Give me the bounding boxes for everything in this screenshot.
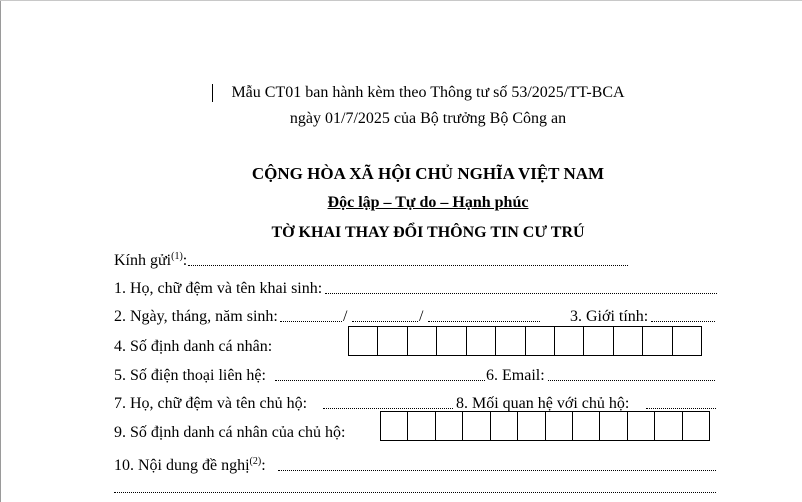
household-id-digit-box[interactable] [436,412,463,440]
kinh-gui-note: (1) [171,251,183,262]
national-motto-wrap [200,194,656,212]
noi-dung-input[interactable] [278,470,716,471]
ho-ten-chu-ho-label: 7. Họ, chữ đệm và tên chủ hộ: [114,395,308,412]
so-dinh-danh-chu-ho-label: 9. Số định danh cá nhân của chủ hộ: [114,424,346,441]
household-id-digit-box[interactable] [655,412,682,440]
page-top-edge [0,0,802,1]
id-digit-box[interactable] [378,327,407,355]
national-motto: Độc lập – Tự do – Hạnh phúc [327,194,529,211]
so-dinh-danh-chu-ho-boxes[interactable] [380,411,710,441]
so-dinh-danh-boxes[interactable] [348,326,702,356]
nam-input[interactable] [428,321,540,322]
noi-dung-text: 10. Nội dung đề nghị [114,457,250,474]
ho-ten-chu-ho-input[interactable] [323,408,453,409]
noi-dung-label [114,457,266,475]
noi-dung-note: (2) [249,456,262,467]
id-digit-box[interactable] [555,327,584,355]
gioi-tinh-label: 3. Giới tính: [570,308,649,325]
household-id-digit-box[interactable] [546,412,573,440]
household-id-digit-box[interactable] [600,412,627,440]
id-digit-box[interactable] [614,327,643,355]
id-digit-box[interactable] [673,327,701,355]
household-id-digit-box[interactable] [381,412,408,440]
noi-dung-colon: : [261,457,266,474]
id-digit-box[interactable] [584,327,613,355]
id-digit-box[interactable] [526,327,555,355]
form-reference-line-2: ngày 01/7/2025 của Bộ trưởng Bộ Công an [289,110,567,127]
form-reference-line-1: Mẫu CT01 ban hành kèm theo Thông tư số 53/2025/TT-BCA [231,84,625,101]
ho-ten-input[interactable] [325,293,717,294]
household-id-digit-box[interactable] [463,412,490,440]
national-title: CỘNG HÒA XÃ HỘI CHỦ NGHĨA VIỆT NAM [251,164,605,183]
date-slash-1: / [343,308,348,325]
page-left-edge [0,0,1,502]
id-digit-box[interactable] [437,327,466,355]
id-digit-box[interactable] [408,327,437,355]
ho-ten-label: 1. Họ, chữ đệm và tên khai sinh: [114,280,323,297]
so-dien-thoai-label: 5. Số điện thoại liên hệ: [114,367,266,384]
id-digit-box[interactable] [496,327,525,355]
text-cursor [212,84,213,102]
email-input[interactable] [548,380,715,381]
kinh-gui-text: Kính gửi [114,252,172,269]
email-label: 6. Email: [486,367,545,384]
household-id-digit-box[interactable] [573,412,600,440]
ngay-input[interactable] [280,321,342,322]
household-id-digit-box[interactable] [628,412,655,440]
household-id-digit-box[interactable] [491,412,518,440]
household-id-digit-box[interactable] [408,412,435,440]
kinh-gui-label: Kính gửi$^{(1)}$: [114,251,188,269]
form-title: TỜ KHAI THAY ĐỔI THÔNG TIN CƯ TRÚ [271,224,585,241]
ngay-sinh-label: 2. Ngày, tháng, năm sinh: [114,308,278,325]
id-digit-box[interactable] [349,327,378,355]
household-id-digit-box[interactable] [683,412,709,440]
gioi-tinh-input[interactable] [651,321,715,322]
so-dinh-danh-label: 4. Số định danh cá nhân: [114,338,273,355]
quan-he-label: 8. Mối quan hệ với chủ hộ: [456,395,630,412]
id-digit-box[interactable] [643,327,672,355]
household-id-digit-box[interactable] [518,412,545,440]
quan-he-input[interactable] [646,408,716,409]
so-dien-thoai-input[interactable] [275,380,485,381]
date-slash-2: / [419,308,424,325]
thang-input[interactable] [352,321,418,322]
id-digit-box[interactable] [467,327,496,355]
noi-dung-input-line-2[interactable] [114,492,716,493]
kinh-gui-input[interactable] [188,265,628,266]
